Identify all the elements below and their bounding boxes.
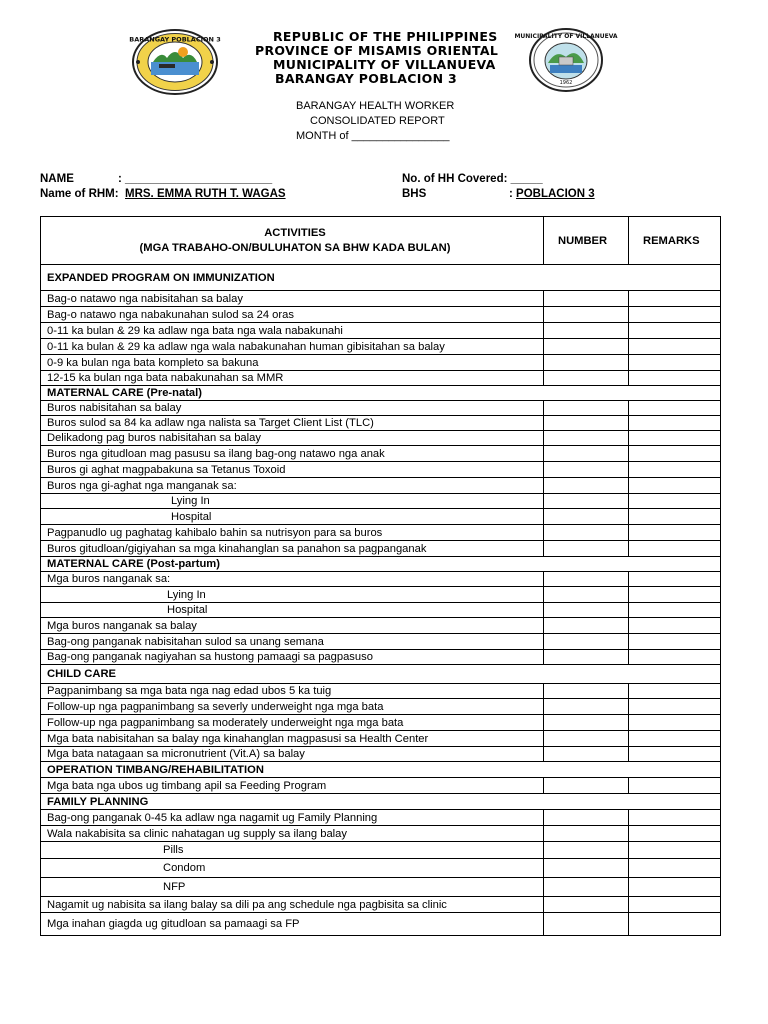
- header-municipality: MUNICIPALITY OF VILLANUEVA: [273, 57, 496, 72]
- table-row: [41, 810, 721, 826]
- number-cell[interactable]: [544, 842, 629, 859]
- bhs-label: BHS: [402, 188, 427, 200]
- activity-label: Mga bata natagaan sa micronutrient (Vit.A) sa balay: [41, 747, 544, 762]
- number-cell[interactable]: [544, 355, 629, 371]
- number-cell[interactable]: [544, 416, 629, 431]
- table-row: [41, 431, 721, 446]
- table-row: [41, 401, 721, 416]
- remarks-cell[interactable]: [629, 291, 721, 307]
- activity-label: Bag-o natawo nga nabisitahan sa balay: [41, 291, 544, 307]
- activity-label: 12-15 ka bulan nga bata nabakunahan sa MMR: [41, 371, 544, 386]
- activity-label: 0-9 ka bulan nga bata kompleto sa bakuna: [41, 355, 544, 371]
- remarks-cell[interactable]: [629, 618, 721, 634]
- activity-label: Mga buros nanganak sa balay: [41, 618, 544, 634]
- number-cell[interactable]: [544, 446, 629, 462]
- remarks-cell[interactable]: [629, 355, 721, 371]
- report-subtitle-bhw: BARANGAY HEALTH WORKER: [296, 100, 455, 112]
- remarks-cell[interactable]: [629, 650, 721, 665]
- activity-label: 0-11 ka bulan & 29 ka adlaw nga bata nga wala nabakunahi: [41, 323, 544, 339]
- activity-label: Buros gi aghat magpabakuna sa Tetanus Toxoid: [41, 462, 544, 478]
- table-row: [41, 715, 721, 731]
- table-row: [41, 525, 721, 541]
- table-row: [41, 826, 721, 842]
- activity-label: Nagamit ug nabisita sa ilang balay sa dili pa ang schedule nga pagbisita sa clinic: [41, 897, 544, 913]
- activity-label: Delikadong pag buros nabisitahan sa balay: [41, 431, 544, 446]
- remarks-cell[interactable]: [629, 826, 721, 842]
- remarks-cell[interactable]: [629, 715, 721, 731]
- remarks-cell[interactable]: [629, 859, 721, 878]
- number-cell[interactable]: [544, 462, 629, 478]
- table-row: [41, 446, 721, 462]
- remarks-cell[interactable]: [629, 339, 721, 355]
- section-header-row: [41, 557, 721, 572]
- number-header: NUMBER: [544, 217, 629, 265]
- activity-label: 0-11 ka bulan & 29 ka adlaw nga wala nabakunahan human gibisitahan sa balay: [41, 339, 544, 355]
- activity-label: Pills: [41, 842, 544, 859]
- rhm-label: Name of RHM:: [40, 188, 119, 200]
- number-cell[interactable]: [544, 401, 629, 416]
- activity-label: Buros nga gi-aghat nga manganak sa:: [41, 478, 544, 494]
- section-title: OPERATION TIMBANG/REHABILITATION: [41, 762, 721, 778]
- remarks-cell[interactable]: [629, 842, 721, 859]
- activity-label: Buros nga gitudloan mag pasusu sa ilang bag-ong natawo nga anak: [41, 446, 544, 462]
- table-row: [41, 291, 721, 307]
- remarks-cell[interactable]: [629, 323, 721, 339]
- table-row: [41, 494, 721, 509]
- number-cell[interactable]: [544, 859, 629, 878]
- activity-label: Buros sulod sa 84 ka adlaw nga nalista sa Target Client List (TLC): [41, 416, 544, 431]
- remarks-cell[interactable]: [629, 416, 721, 431]
- remarks-cell[interactable]: [629, 684, 721, 699]
- remarks-cell[interactable]: [629, 371, 721, 386]
- section-title: MATERNAL CARE (Post-partum): [41, 557, 721, 572]
- activity-label: Follow-up nga pagpanimbang sa moderately underweight nga mga bata: [41, 715, 544, 731]
- remarks-cell[interactable]: [629, 572, 721, 587]
- section-title: CHILD CARE: [41, 665, 721, 684]
- number-cell[interactable]: [544, 494, 629, 509]
- remarks-cell[interactable]: [629, 587, 721, 603]
- number-cell[interactable]: [544, 778, 629, 794]
- table-row: [41, 462, 721, 478]
- bhs-value-colon: : POBLACION 3: [509, 188, 595, 200]
- table-row: [41, 355, 721, 371]
- table-row: [41, 603, 721, 618]
- table-row: [41, 747, 721, 762]
- activity-label: Lying In: [41, 494, 544, 509]
- table-row: [41, 731, 721, 747]
- activity-label: Lying In: [41, 587, 544, 603]
- number-cell[interactable]: [544, 587, 629, 603]
- table-row: [41, 650, 721, 665]
- municipality-villanueva-seal: [514, 27, 618, 93]
- activity-label: Mga buros nanganak sa:: [41, 572, 544, 587]
- remarks-cell[interactable]: [629, 462, 721, 478]
- activity-label: Hospital: [41, 603, 544, 618]
- number-cell[interactable]: [544, 291, 629, 307]
- table-row: [41, 778, 721, 794]
- remarks-cell[interactable]: [629, 478, 721, 494]
- table-row: [41, 842, 721, 859]
- number-cell[interactable]: [544, 525, 629, 541]
- activity-label: Bag-ong panganak nagiyahan sa hustong pamaagi sa pagpasuso: [41, 650, 544, 665]
- table-row: [41, 699, 721, 715]
- bhs-value: POBLACION 3: [516, 188, 595, 200]
- table-row: [41, 371, 721, 386]
- hh-covered-field[interactable]: No. of HH Covered: _____: [402, 173, 543, 185]
- remarks-cell[interactable]: [629, 810, 721, 826]
- remarks-cell[interactable]: [629, 731, 721, 747]
- activity-label: Condom: [41, 859, 544, 878]
- number-cell[interactable]: [544, 699, 629, 715]
- activities-header: [41, 217, 544, 265]
- number-cell[interactable]: [544, 634, 629, 650]
- table-header-row: [41, 217, 721, 265]
- number-cell[interactable]: [544, 371, 629, 386]
- table-row: [41, 859, 721, 878]
- number-cell[interactable]: [544, 715, 629, 731]
- table-row: [41, 897, 721, 913]
- remarks-cell[interactable]: [629, 541, 721, 557]
- table-row: [41, 323, 721, 339]
- activities-table-body: [41, 265, 721, 936]
- section-header-row: [41, 665, 721, 684]
- header-barangay: BARANGAY POBLACION 3: [275, 71, 458, 86]
- remarks-cell[interactable]: [629, 913, 721, 936]
- table-row: [41, 634, 721, 650]
- name-label: NAME: [40, 173, 74, 185]
- activity-label: Mga inahan giagda ug gitudloan sa pamaagi sa FP: [41, 913, 544, 936]
- table-row: [41, 509, 721, 525]
- activity-label: Hospital: [41, 509, 544, 525]
- header-province: PROVINCE OF MISAMIS ORIENTAL: [255, 43, 499, 58]
- name-field[interactable]: : _______________________: [118, 173, 273, 185]
- table-row: [41, 339, 721, 355]
- section-title: MATERNAL CARE (Pre-natal): [41, 386, 721, 401]
- activity-label: Bag-ong panganak nabisitahan sulod sa unang semana: [41, 634, 544, 650]
- remarks-cell[interactable]: [629, 634, 721, 650]
- activity-label: Bag-o natawo nga nabakunahan sulod sa 24 oras: [41, 307, 544, 323]
- remarks-header: REMARKS: [629, 217, 721, 265]
- barangay-poblacion-seal: [131, 28, 219, 96]
- remarks-cell[interactable]: [629, 307, 721, 323]
- number-cell[interactable]: [544, 731, 629, 747]
- remarks-cell[interactable]: [629, 401, 721, 416]
- right-seal-text: MUNICIPALITY OF VILLANUEVA: [514, 33, 618, 40]
- report-month: [296, 130, 450, 142]
- right-seal-year: 1962: [559, 80, 573, 86]
- remarks-cell[interactable]: [629, 747, 721, 762]
- month-blank[interactable]: ________________: [351, 130, 450, 142]
- table-row: [41, 684, 721, 699]
- number-cell[interactable]: [544, 810, 629, 826]
- left-seal-text: BARANGAY POBLACION 3: [129, 35, 221, 44]
- section-title: EXPANDED PROGRAM ON IMMUNIZATION: [41, 265, 721, 291]
- activities-header-title: ACTIVITIES: [264, 226, 326, 239]
- remarks-cell[interactable]: [629, 431, 721, 446]
- section-header-row: [41, 386, 721, 401]
- section-title: FAMILY PLANNING: [41, 794, 721, 810]
- number-cell[interactable]: [544, 323, 629, 339]
- number-cell[interactable]: [544, 431, 629, 446]
- activity-label: Pagpanimbang sa mga bata nga nag edad ubos 5 ka tuig: [41, 684, 544, 699]
- table-row: [41, 541, 721, 557]
- number-cell[interactable]: [544, 307, 629, 323]
- activity-label: Wala nakabisita sa clinic nahatagan ug supply sa ilang balay: [41, 826, 544, 842]
- table-row: [41, 478, 721, 494]
- activity-label: NFP: [41, 878, 544, 897]
- remarks-cell[interactable]: [629, 878, 721, 897]
- table-row: [41, 416, 721, 431]
- number-cell[interactable]: [544, 603, 629, 618]
- activities-table: [40, 216, 721, 936]
- activity-label: Follow-up nga pagpanimbang sa severly underweight nga mga bata: [41, 699, 544, 715]
- table-row: [41, 913, 721, 936]
- remarks-cell[interactable]: [629, 699, 721, 715]
- remarks-cell[interactable]: [629, 446, 721, 462]
- section-header-row: [41, 762, 721, 778]
- number-cell[interactable]: [544, 913, 629, 936]
- activities-header-subtitle: (MGA TRABAHO-ON/BULUHATON SA BHW KADA BULAN): [139, 241, 451, 254]
- number-cell[interactable]: [544, 747, 629, 762]
- remarks-cell[interactable]: [629, 778, 721, 794]
- number-cell[interactable]: [544, 878, 629, 897]
- number-cell[interactable]: [544, 572, 629, 587]
- table-row: [41, 572, 721, 587]
- remarks-cell[interactable]: [629, 603, 721, 618]
- activity-label: Buros nabisitahan sa balay: [41, 401, 544, 416]
- report-subtitle-consolidated: CONSOLIDATED REPORT: [310, 115, 445, 127]
- number-cell[interactable]: [544, 618, 629, 634]
- activity-label: Pagpanudlo ug paghatag kahibalo bahin sa nutrisyon para sa buros: [41, 525, 544, 541]
- table-row: [41, 307, 721, 323]
- activity-label: Buros gitudloan/gigiyahan sa mga kinahanglan sa panahon sa pagpanganak: [41, 541, 544, 557]
- section-header-row: [41, 794, 721, 810]
- remarks-cell[interactable]: [629, 494, 721, 509]
- remarks-cell[interactable]: [629, 897, 721, 913]
- activity-label: Mga bata nabisitahan sa balay nga kinahanglan magpasusi sa Health Center: [41, 731, 544, 747]
- number-cell[interactable]: [544, 897, 629, 913]
- section-header-row: [41, 265, 721, 291]
- remarks-cell[interactable]: [629, 525, 721, 541]
- number-cell[interactable]: [544, 650, 629, 665]
- number-cell[interactable]: [544, 541, 629, 557]
- remarks-cell[interactable]: [629, 509, 721, 525]
- number-cell[interactable]: [544, 509, 629, 525]
- number-cell[interactable]: [544, 478, 629, 494]
- table-row: [41, 587, 721, 603]
- table-row: [41, 878, 721, 897]
- activity-label: Bag-ong panganak 0-45 ka adlaw nga nagamit ug Family Planning: [41, 810, 544, 826]
- number-cell[interactable]: [544, 684, 629, 699]
- table-row: [41, 618, 721, 634]
- number-cell[interactable]: [544, 339, 629, 355]
- month-label: MONTH of: [296, 130, 349, 142]
- number-cell[interactable]: [544, 826, 629, 842]
- rhm-value: MRS. EMMA RUTH T. WAGAS: [125, 188, 286, 200]
- header-republic: REPUBLIC OF THE PHILIPPINES: [273, 29, 498, 44]
- activity-label: Mga bata nga ubos ug timbang apil sa Feeding Program: [41, 778, 544, 794]
